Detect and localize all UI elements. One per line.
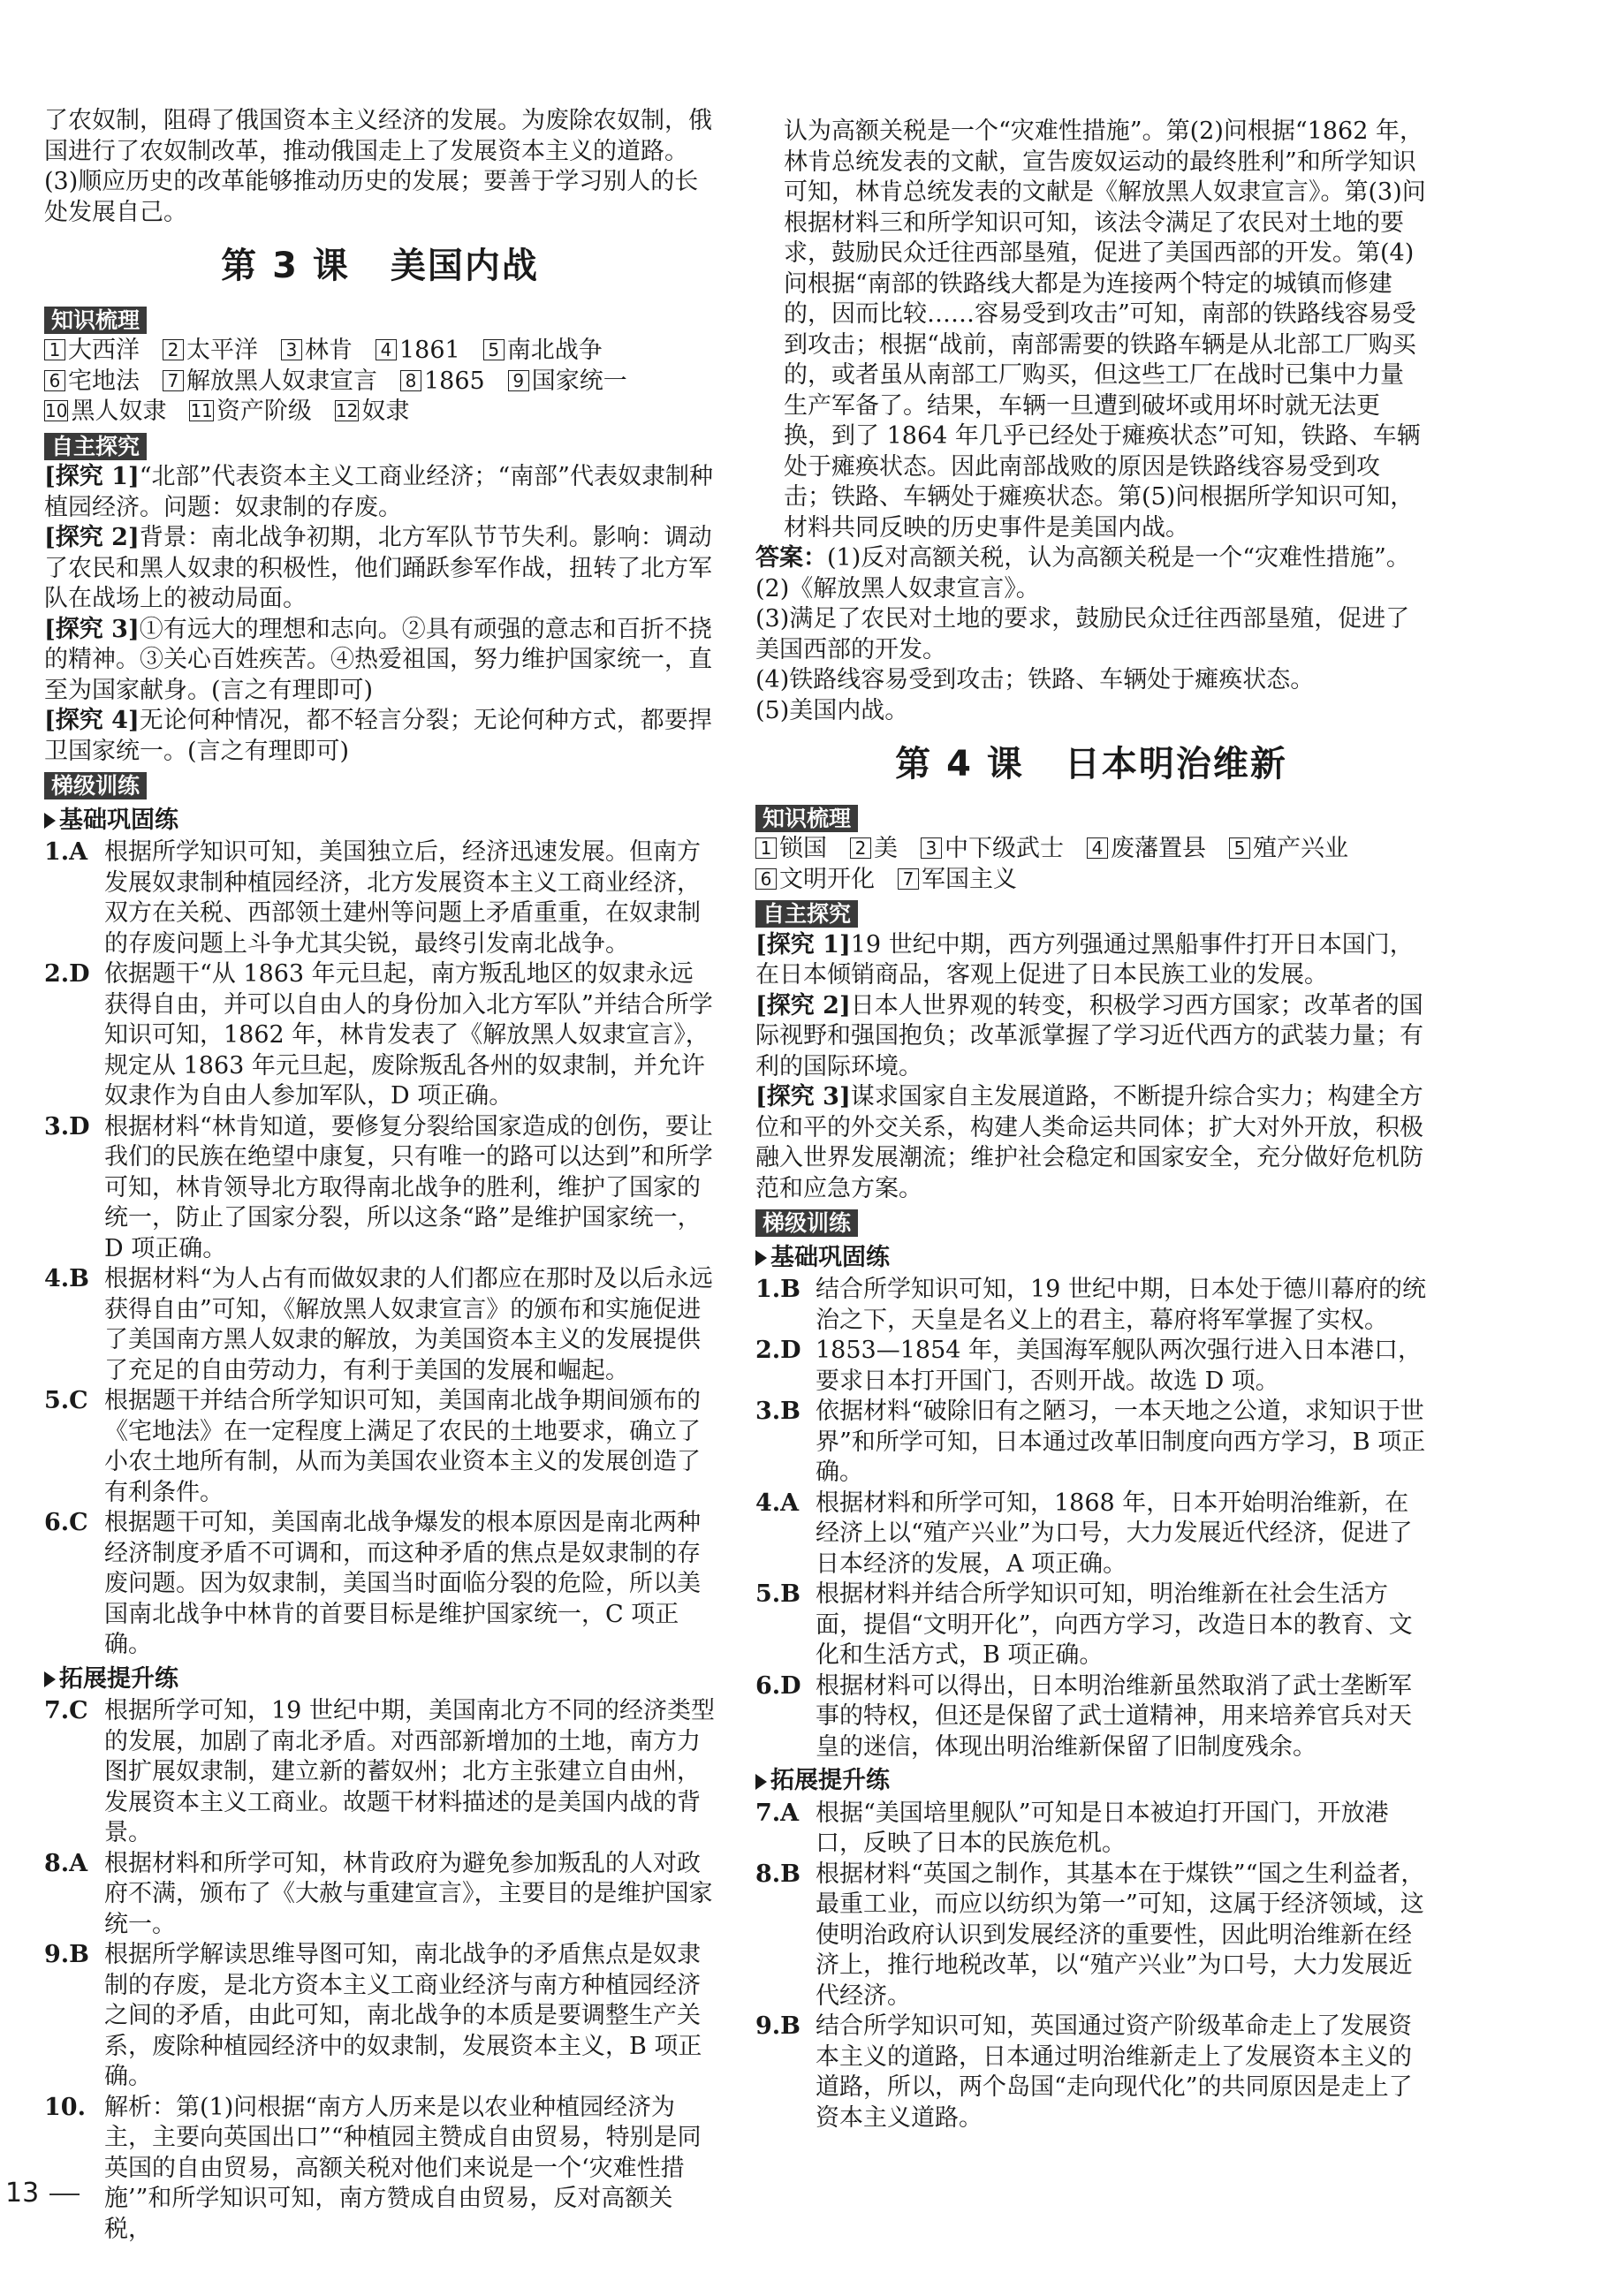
subsection-extend: 拓展提升练 <box>44 1664 716 1695</box>
question-item: 3.D 根据材料“林肯知道，要修复分裂给国家造成的创伤，要让我们的民族在绝望中康复，只有唯一的路可以达到”和所学可知，林肯领导北方取得南北战争的胜利，维护了国家的统一，防止了国家分裂，所以这条“路”是维护国家统一，D 项正确。 <box>44 1112 713 1262</box>
left-column <box>44 106 716 2245</box>
knowledge-item: 9 国家统一 <box>508 367 627 398</box>
knowledge-item: 5 南北战争 <box>483 336 603 367</box>
q10-answer-line: (3)满足了农民对土地的要求，鼓励民众迁往西部垦殖，促进了美国西部的开发。 <box>755 605 1410 663</box>
knowledge-item: 5 殖产兴业 <box>1229 834 1348 865</box>
question-item: 2.D 1853—1854 年，美国海军舰队两次强行进入日本港口，要求日本打开国门，否则开战。故选 D 项。 <box>755 1337 1423 1395</box>
lesson-4-number: 第 4 课 <box>895 744 1024 784</box>
knowledge-item: 6 宅地法 <box>44 367 140 398</box>
triangle-icon <box>755 1774 767 1790</box>
section-tag-explore: 自主探究 <box>755 900 858 928</box>
question-item: 7.A 根据“美国培里舰队”可知是日本被迫打开国门，开放港口，反映了日本的民族危机。 <box>755 1799 1389 1857</box>
section-tag-explore: 自主探究 <box>44 433 147 460</box>
lesson-3-name: 美国内战 <box>390 246 539 286</box>
question-item: 10. 解析：第(1)问根据“南方人历来是以农业种植园经济为主，主要向英国出口”“种植园主赞成自由贸易，特别是同英国的自由贸易，高额关税对他们来说是一个‘灾难性措施’”和所学知识可知，南方赞成自由贸易，反对高额关税， <box>44 2093 702 2243</box>
question-item: 8.A 根据材料和所学可知，林肯政府为避免参加叛乱的人对政府不满，颁布了《大赦与重建宣言》，主要目的是维护国家统一。 <box>44 1849 713 1938</box>
lesson-3-title <box>44 246 716 286</box>
knowledge-item: 3 林肯 <box>281 336 353 367</box>
question-item: 9.B 根据所学解读思维导图可知，南北战争的矛盾焦点是奴隶制的存废，是北方资本主义工商业经济与南方种植园经济之间的矛盾，由此可知，南北战争的本质是要调整生产关系，废除种植园经济中的奴隶制，发展资本主义，B 项正确。 <box>44 1941 702 2090</box>
knowledge-item: 3 中下级武士 <box>921 834 1064 865</box>
knowledge-item: 1 锁国 <box>755 834 827 865</box>
question-item: 5.B 根据材料并结合所学知识可知，明治维新在社会生活方面，提倡“文明开化”，向西方学习，改造日本的教育、文化和生活方式，B 项正确。 <box>755 1580 1413 1669</box>
q10-answer-line: (5)美国内战。 <box>755 696 909 724</box>
section-tag-knowledge: 知识梳理 <box>755 805 858 832</box>
question-item: 7.C 根据所学可知，19 世纪中期，美国南北方不同的经济类型的发展，加剧了南北矛盾。对西部新增加的土地，南方力图扩展奴隶制，建立新的蓄奴州；北方主张建立自由州，发展资本主义工商业。故题干材料描述的是美国内战的背景。 <box>44 1697 715 1846</box>
q10-answer: 答案：(1)反对高额关税，认为高额关税是一个“灾难性措施”。 <box>755 544 1410 572</box>
lesson-4-name: 日本明治维新 <box>1064 744 1287 784</box>
knowledge-item: 12 奴隶 <box>335 398 410 425</box>
question-item: 5.C 根据题干并结合所学知识可知，美国南北战争期间颁布的《宅地法》在一定程度上满足了农民的土地要求，确立了小农土地所有制，从而为美国农业资本主义的发展创造了有利条件。 <box>44 1387 701 1506</box>
intro-para-1: 了农奴制，阻碍了俄国资本主义经济的发展。为废除农奴制，俄国进行了农奴制改革，推动俄国走上了发展资本主义的道路。 <box>44 107 712 165</box>
explore-item: [探究 4]无论何种情况，都不轻言分裂；无论何种方式，都要捍卫国家统一。(言之有理即可) <box>44 707 712 765</box>
knowledge-item: 2 太平洋 <box>163 336 258 367</box>
question-item: 4.A 根据材料和所学可知，1868 年，日本开始明治维新，在经济上以“殖产兴业”为口号，大力发展近代经济，促进了日本经济的发展，A 项正确。 <box>755 1489 1413 1578</box>
explore-item: [探究 2]日本人世界观的转变，积极学习西方国家；改革者的国际视野和强国抱负；改革派掌握了学习近代西方的武装力量；有利的国际环境。 <box>755 991 1423 1080</box>
explore-item: [探究 2]背景：南北战争初期，北方军队节节失利。影响：调动了农民和黑人奴隶的积极性，他们踊跃参军作战，扭转了北方军队在战场上的被动局面。 <box>44 524 712 612</box>
lesson-3-number: 第 3 课 <box>221 246 350 286</box>
triangle-icon <box>44 1671 56 1687</box>
subsection-extend: 拓展提升练 <box>755 1766 1427 1797</box>
knowledge-list-l4 <box>755 834 1427 895</box>
subsection-basic: 基础巩固练 <box>44 806 716 837</box>
section-tag-training: 梯级训练 <box>755 1209 858 1237</box>
knowledge-item: 4 废藩置县 <box>1087 834 1206 865</box>
triangle-icon <box>44 813 56 829</box>
page-number: 13 <box>5 2178 80 2209</box>
question-item: 6.D 根据材料可以得出，日本明治维新虽然取消了武士垄断军事的特权，但还是保留了武士道精神，用来培养官兵对天皇的迷信，体现出明治维新保留了旧制度残余。 <box>755 1671 1412 1761</box>
question-item: 6.C 根据题干可知，美国南北战争爆发的根本原因是南北两种经济制度矛盾不可调和，而这种矛盾的焦点是奴隶制的存废问题。因为奴隶制，美国当时面临分裂的危险，所以美国南北战争中林肯的首要目标是维护国家统一，C 项正确。 <box>44 1509 701 1658</box>
lesson-4-title <box>755 744 1427 784</box>
knowledge-item: 10 黑人奴隶 <box>45 398 167 425</box>
knowledge-item: 7 军国主义 <box>898 865 1017 896</box>
knowledge-item: 2 美 <box>850 834 898 865</box>
knowledge-item: 1 大西洋 <box>44 336 140 367</box>
question-item: 1.A 根据所学知识可知，美国独立后，经济迅速发展。但南方发展奴隶制种植园经济，北方发展资本主义工商业经济，双方在关税、西部领土建州等问题上矛盾重重，在奴隶制的存废问题上斗争尤其尖锐，最终引发南北战争。 <box>44 838 701 958</box>
knowledge-item: 4 1861 <box>376 336 460 367</box>
knowledge-item: 7 解放黑人奴隶宣言 <box>163 367 377 398</box>
knowledge-item: 8 1865 <box>400 367 485 398</box>
knowledge-item: 11 资产阶级 <box>190 398 312 425</box>
knowledge-item: 6 文明开化 <box>755 865 875 896</box>
section-tag-training: 梯级训练 <box>44 772 147 799</box>
question-item: 3.B 依据材料“破除旧有之陋习，一本天地之公道，求知识于世界”和所学可知，日本通过改革旧制度向西方学习，B 项正确。 <box>755 1398 1426 1486</box>
question-item: 1.B 结合所学知识可知，19 世纪中期，日本处于德川幕府的统治之下，天皇是名义上的君主，幕府将军掌握了实权。 <box>755 1276 1426 1334</box>
q10-answer-line: (2)《解放黑人奴隶宣言》。 <box>755 574 1040 602</box>
section-tag-knowledge: 知识梳理 <box>44 307 147 334</box>
q10-continued: 认为高额关税是一个“灾难性措施”。第(2)问根据“1862 年，林肯总统发表的文献，宣告废奴运动的最终胜利”和所学知识可知，林肯总统发表的文献是《解放黑人奴隶宣言》。第(3)问根据材料三和所学知识可知，该法令满足了农民对土地的要求，鼓励民众迁往西部垦殖，促进了美国西部的开发。第(4)问根据“南部的铁路线大都是为连接两个特定的城镇而修建的，因而比较……容易受到攻击”可知，南部的铁路线容易受到攻击；根据“战前，南部需要的铁路车辆是从北部工厂购买的，或者虽从南部工厂购买，但这些工厂在战时已集中力量生产军备了。结果，车辆一旦遭到破坏或用坏时就无法更换，到了 1864 年几乎已经处于瘫痪状态”可知，铁路、车辆处于瘫痪状态。因此南部战败的原因是铁路线容易受到攻击；铁路、车辆处于瘫痪状态。第(5)问根据所学知识可知，材料共同反映的历史事件是美国内战。 <box>784 117 1426 542</box>
question-item: 8.B 根据材料“英国之制作，其基本在于煤铁”“国之生利益者，最重工业，而应以纺织为第一”可知，这属于经济领域，这使明治政府认识到发展经济的重要性，因此明治维新在经济上，推行地税改革，以“殖产兴业”为口号，大力发展近代经济。 <box>755 1860 1425 2010</box>
explore-item: [探究 1]19 世纪中期，西方列强通过黑船事件打开日本国门，在日本倾销商品，客观上促进了日本民族工业的发展。 <box>755 930 1414 989</box>
triangle-icon <box>755 1250 767 1266</box>
question-item: 2.D 依据题干“从 1863 年元旦起，南方叛乱地区的奴隶永远获得自由，并可以自由人的身份加入北方军队”并结合所学知识可知，1862 年，林肯发表了《解放黑人奴隶宣言》，规定从 1863 年元旦起，废除叛乱各州的奴隶制，并允许奴隶作为自由人参加军队，D 项正确。 <box>44 960 713 1110</box>
question-item: 9.B 结合所学知识可知，英国通过资产阶级革命走上了发展资本主义的道路，日本通过明治维新走上了发展资本主义的道路，所以，两个岛国“走向现代化”的共同原因是走上了资本主义道路。 <box>755 2012 1413 2132</box>
right-column <box>755 117 1427 2133</box>
explore-item: [探究 3]①有远大的理想和志向。②具有顽强的意志和百折不挠的精神。③关心百姓疾苦。④热爱祖国，努力维护国家统一，直至为国家献身。(言之有理即可) <box>44 615 712 704</box>
question-item: 4.B 根据材料“为人占有而做奴隶的人们都应在那时及以后永远获得自由”可知，《解放黑人奴隶宣言》的颁布和实施促进了美国南方黑人奴隶的解放，为美国资本主义的发展提供了充足的自由劳动力，有利于美国的发展和崛起。 <box>44 1265 713 1384</box>
knowledge-list-l3 <box>44 336 716 428</box>
subsection-basic: 基础巩固练 <box>755 1243 1427 1274</box>
explore-item: [探究 3]谋求国家自主发展道路，不断提升综合实力；构建全方位和平的外交关系，构建人类命运共同体；扩大对外开放，积极融入世界发展潮流；维护社会稳定和国家安全，充分做好危机防范和应急方案。 <box>755 1083 1423 1202</box>
q10-answer-line: (4)铁路线容易受到攻击；铁路、车辆处于瘫痪状态。 <box>755 666 1315 693</box>
intro-para-2: (3)顺应历史的改革能够推动历史的发展；要善于学习别人的长处发展自己。 <box>44 168 699 226</box>
explore-item: [探究 1]“北部”代表资本主义工商业经济；“南部”代表奴隶制种植园经济。问题：奴隶制的存废。 <box>44 463 713 521</box>
